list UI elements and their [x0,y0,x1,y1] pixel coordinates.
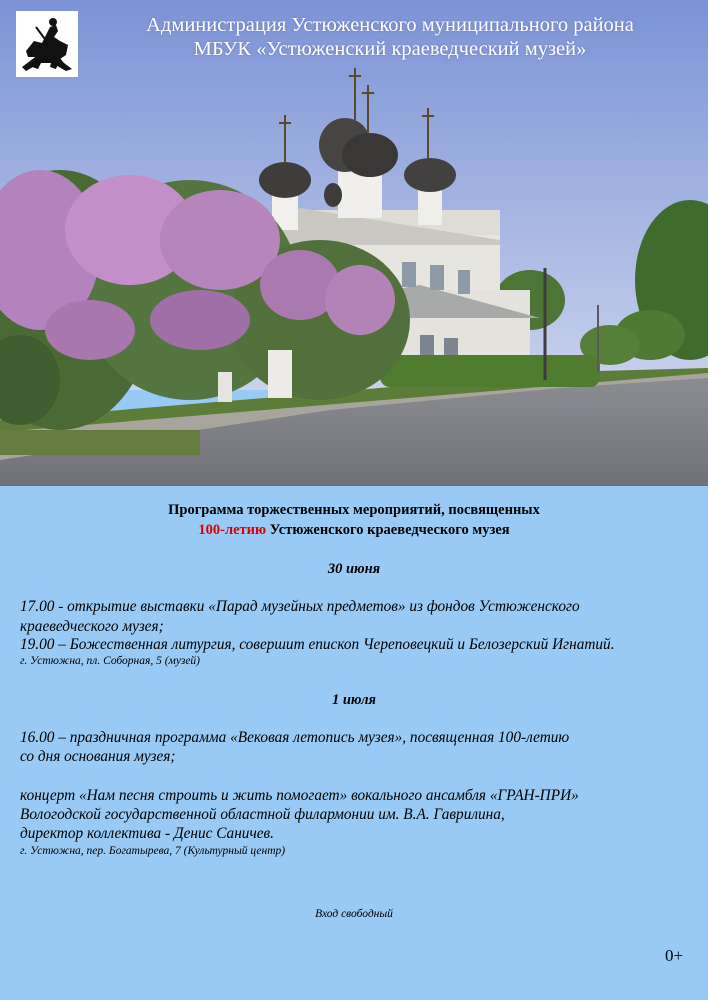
day1-item1-line1: 17.00 - открытие выставки «Парад музейных предметов» из фондов Устюженского [20,598,580,615]
day2-address: г. Устюжна, пер. Богатырева, 7 (Культурный центр) [20,845,286,857]
header-museum-name: МБУК «Устюженский краеведческий музей» [193,38,587,60]
day2-item2-line2: Вологодской государственной областной филармонии им. В.А. Гаврилина, [20,806,505,823]
grass-left [0,430,200,455]
coat-of-arms-logo [16,11,78,77]
hedge [380,355,600,387]
day2-item2-line1: концерт «Нам песня строить и жить помогает» вокального ансамбля «ГРАН-ПРИ» [20,787,579,804]
program-title-highlight: 100-летию [198,522,267,538]
day1-address: г. Устюжна, пл. Соборная, 5 (музей) [20,655,201,667]
day1-date: 30 июня [327,561,381,577]
day2-date: 1 июля [331,692,377,708]
day2-item1-line1: 16.00 – праздничная программа «Вековая летопись музея», посвященная 100-летию [20,729,570,746]
header-administration: Администрация Устюженского муниципального района [146,14,634,36]
church-photo [0,0,708,486]
day1-item2: 19.00 – Божественная литургия, совершит епископ Череповецкий и Белозерский Игнатий. [20,636,615,653]
day1-item1-line2: краеведческого музея; [20,618,164,635]
program-title-rest: Устюженского краеведческого музея [266,522,510,538]
program-title-line1: Программа торжественных мероприятий, посвященных [168,502,540,518]
age-rating-badge: 0+ [665,946,684,965]
free-entry-note: Вход свободный [315,908,393,920]
program-title-line2 [0,522,708,539]
day2-item1-line2: со дня основания музея; [20,748,176,765]
day2-item2-line3: директор коллектива - Денис Саничев. [20,825,274,842]
